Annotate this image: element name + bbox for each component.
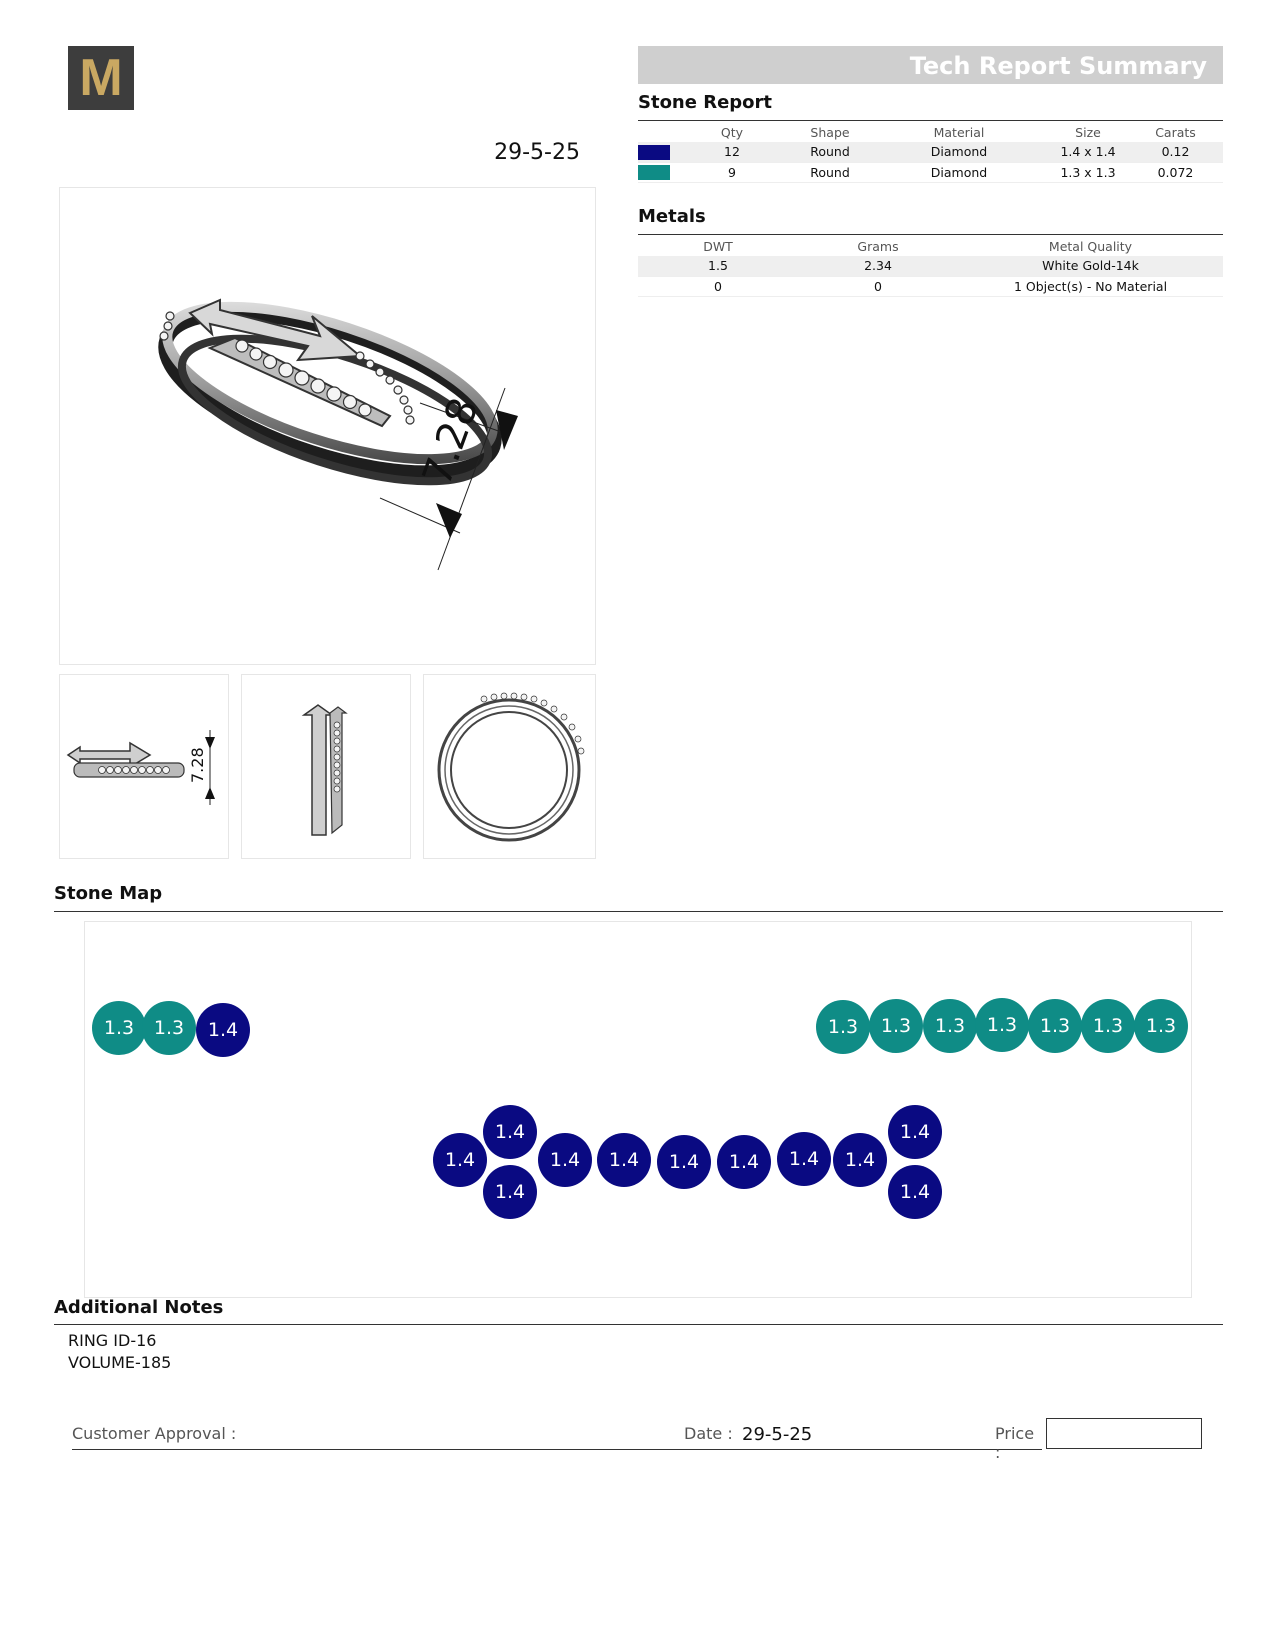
metals-table xyxy=(638,236,1223,297)
stone-marker: 1.3 xyxy=(1028,999,1082,1053)
stone-color-swatch xyxy=(638,145,670,160)
stone-marker: 1.3 xyxy=(975,998,1029,1052)
stone-carats: 0.072 xyxy=(1128,162,1223,182)
top-view-thumbnail xyxy=(423,674,596,859)
price-field[interactable] xyxy=(1046,1418,1202,1449)
stone-map-canvas xyxy=(84,921,1192,1298)
logo-letter: M xyxy=(79,49,123,107)
stone-qty: 9 xyxy=(674,162,790,182)
stone-size: 1.3 x 1.3 xyxy=(1048,162,1128,182)
main-ring-view xyxy=(59,187,596,665)
stone-shape: Round xyxy=(790,142,870,162)
report-title: Tech Report Summary xyxy=(638,46,1223,84)
additional-notes-text xyxy=(68,1330,171,1374)
stone-qty: 12 xyxy=(674,142,790,162)
main-dimension-label: 7.28 xyxy=(414,391,488,492)
stone-map-rule xyxy=(54,911,1223,912)
additional-notes-heading: Additional Notes xyxy=(54,1297,224,1318)
stone-marker: 1.3 xyxy=(92,1001,146,1055)
stone-marker: 1.4 xyxy=(888,1105,942,1159)
stone-marker: 1.3 xyxy=(869,999,923,1053)
shape-column-header: Shape xyxy=(810,124,850,140)
top-view-image xyxy=(424,675,597,860)
qty-column-header: Qty xyxy=(720,124,744,140)
report-date: 29-5-25 xyxy=(494,140,580,165)
material-column-header: Material xyxy=(933,124,985,140)
size-column-header: Size xyxy=(1075,124,1101,140)
company-logo xyxy=(68,46,134,110)
stone-size: 1.4 x 1.4 xyxy=(1048,142,1128,162)
color-column-header xyxy=(638,122,674,142)
metals-heading: Metals xyxy=(638,206,706,227)
dwt-column-header: DWT xyxy=(703,238,733,254)
metal-grams: 0 xyxy=(798,276,958,296)
table-row xyxy=(638,162,1223,182)
stone-marker: 1.4 xyxy=(888,1165,942,1219)
metal-quality: 1 Object(s) - No Material xyxy=(958,276,1223,296)
stone-marker: 1.4 xyxy=(597,1133,651,1187)
stone-marker: 1.4 xyxy=(538,1133,592,1187)
customer-approval-row xyxy=(72,1420,1042,1462)
stone-marker: 1.3 xyxy=(1134,999,1188,1053)
price-label: Price : xyxy=(995,1424,1035,1462)
stone-carats: 0.12 xyxy=(1128,142,1223,162)
stone-marker: 1.3 xyxy=(1081,999,1135,1053)
stone-marker: 1.4 xyxy=(433,1133,487,1187)
note-line: RING ID-16 xyxy=(68,1331,157,1350)
stone-marker: 1.3 xyxy=(142,1001,196,1055)
metals-rule xyxy=(638,234,1223,235)
stone-report-rule xyxy=(638,120,1223,121)
stone-report-header-row xyxy=(638,122,1223,142)
table-row xyxy=(638,142,1223,162)
front-view-thumbnail xyxy=(241,674,411,859)
stone-map-heading: Stone Map xyxy=(54,883,163,904)
stone-shape: Round xyxy=(790,162,870,182)
note-line: VOLUME-185 xyxy=(68,1353,172,1372)
approval-date-label: Date : xyxy=(684,1424,733,1443)
stone-report-heading: Stone Report xyxy=(638,92,773,113)
metal-dwt: 0 xyxy=(638,276,798,296)
stone-marker: 1.4 xyxy=(657,1135,711,1189)
metal-quality-column-header: Metal Quality xyxy=(1048,238,1133,254)
stone-marker: 1.4 xyxy=(483,1165,537,1219)
front-view-image xyxy=(242,675,412,860)
table-row xyxy=(638,276,1223,296)
metal-grams: 2.34 xyxy=(798,256,958,276)
metal-dwt: 1.5 xyxy=(638,256,798,276)
customer-approval-label: Customer Approval : xyxy=(72,1424,237,1443)
stone-marker: 1.3 xyxy=(816,1000,870,1054)
stone-report-table xyxy=(638,122,1223,183)
metal-quality: White Gold-14k xyxy=(958,256,1223,276)
side-dimension-label: 7.28 xyxy=(188,747,207,783)
ring-render-image xyxy=(60,188,597,666)
stone-marker: 1.3 xyxy=(923,999,977,1053)
side-view-thumbnail xyxy=(59,674,229,859)
stone-material: Diamond xyxy=(870,162,1048,182)
table-row xyxy=(638,256,1223,276)
metals-header-row xyxy=(638,236,1223,256)
stone-marker: 1.4 xyxy=(483,1105,537,1159)
stone-marker: 1.4 xyxy=(717,1135,771,1189)
grams-column-header: Grams xyxy=(857,238,899,254)
stone-color-swatch xyxy=(638,165,670,180)
approval-date-value: 29-5-25 xyxy=(742,1424,813,1445)
additional-notes-rule xyxy=(54,1324,1223,1325)
carats-column-header: Carats xyxy=(1155,124,1196,140)
stone-marker: 1.4 xyxy=(777,1132,831,1186)
side-view-image xyxy=(60,675,230,860)
stone-material: Diamond xyxy=(870,142,1048,162)
stone-marker: 1.4 xyxy=(196,1003,250,1057)
stone-marker: 1.4 xyxy=(833,1133,887,1187)
